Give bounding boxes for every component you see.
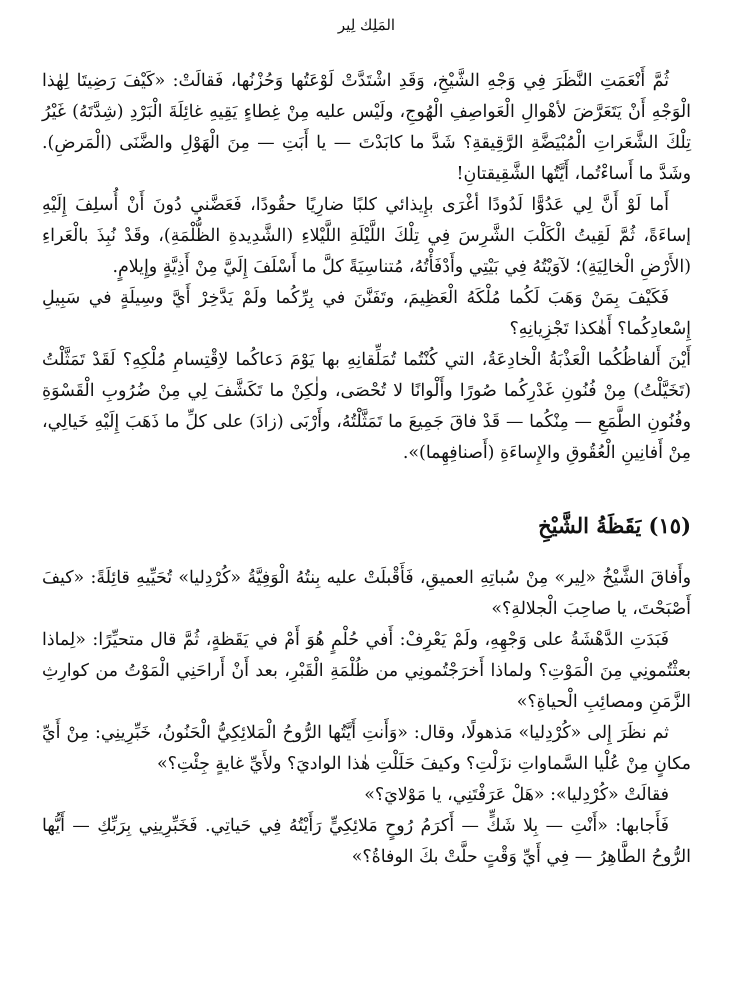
section-heading: (١٥) يَقَظَةُ الشَّيْخِ bbox=[538, 513, 691, 538]
paragraph: فَبَدَتِ الدَّهْشَةُ على وَجْهِهِ، ولَمْ يَعْرِفْ: أَفي حُلْمٍ هُوَ أَمْ في يَقَظةٍ، ثُمَّ قال متحيِّرًا: «لِماذا بعثْتُمونِي مِنَ الْمَوْتِ؟ ولماذا أَخرَجْتُمونِي من ظُلْمَةِ الْقَبْرِ، بعد أَنْ أَراحَنِي الْمَوْتُ من كوارِثِ الزَّمَنِ ومصائِبِ الْحياةِ؟» bbox=[42, 630, 691, 712]
running-header: المَلِك لِير bbox=[337, 16, 396, 34]
paragraph: فَأَجابها: «أَنْتِ — بِلا شَكٍّ — أَكرَمُ رُوحٍ مَلائِكِيٍّ رَأَيْتُهُ فِي حَياتِي. فَخَبِّرِينِي بِرَبِّكِ — أَيُّها الرُّوحُ الطَّاهِرُ — فِي أَيِّ وَقْتٍ حلَّتْ بكَ الوفاةُ؟» bbox=[42, 816, 691, 867]
paragraph: ثُمَّ أَنْعَمَتِ النَّظَرَ فِي وَجْهِ الشَّيْخِ، وَقَدِ اشْتَدَّتْ لَوْعَتُها وَحُزْنُها، فَقالَتْ: «كَيْفَ رَضِيتَا لِهٰذا الْوَجْهِ أَنْ يَتَعَرَّضَ لأهْوالِ الْعَواصِفِ الْهُوجِ، ولَيْس عليه مِنْ غِطاءٍ يَقِيهِ غائِلَةَ الْبَرْدِ (شِدَّتَهُ) غَيْرُ تِلْكَ الشَّعَراتِ الْمُبْيَضَّةِ الرَّقِيقةِ؟ شَدَّ ما كابَدْتَ — يا أَبَتِ — مِنَ الْهَوْلِ والضَّنَى (الْمَرضِ). وشَدَّ ما أَساءْتُما، أَيَّتُها الشَّقِيقتانِ! bbox=[42, 71, 691, 184]
paragraph: ثم نظَرَ إِلى «كُرْدِليا» مَذهولًا، وقال: «وَأَنتِ أَيَّتُها الرُّوحُ الْمَلائِكِيُّ الْحَنُونُ، خَبِّرِينِي: مِنْ أَيِّ مكانٍ مِنْ عُلْيا السَّماواتِ نزَلْتِ؟ وكيفَ حَلَلْتِ هٰذا الواديَ؟ ولأَيِّ غايةٍ جِئْتِ؟» bbox=[42, 723, 691, 774]
paragraph: أَما لَوْ أَنَّ لِي عَدُوًّا لَدُودًا أغْرَى بإِيذائي كلبًا ضارِيًا حقُودًا، فَعَضَّني دُونَ أَنْ أُسلِفَ إِلَيْهِ إساءَةً، ثُمَّ لَقِيتُ الْكَلْبَ الشَّرِسَ فِي تِلْكَ اللَّيْلَةِ اللَّيْلاءِ (الشَّدِيدةِ الظُّلْمَةِ)، وقَدْ نُبِذَ بالْعَراءِ (الأَرْضِ الْخالِيَةِ)؛ لآوَيْتُهُ فِي بَيْتِي وأَدْفَأْتُهُ، مُتناسِيَةً كلَّ ما أَسْلَفَ إِلَيَّ مِنْ أَذِيَّةٍ وإِيلامٍ. bbox=[42, 195, 691, 277]
paragraph: فقالَتْ «كُرْدِليا»: «هَلْ عَرَفْتَنِي، يا مَوْلايَ؟» bbox=[364, 785, 669, 805]
paragraph: فَكَيْفَ بِمَنْ وَهَبَ لَكُما مُلْكَهُ الْعَظِيمَ، وتَفَنَّنَ في بِرِّكُما ولَمْ يَدَّخِرْ أَيَّ وسِيلَةٍ في سَبِيلِ إِسْعادِكُما؟ أَهٰكذا تَجْزِيانِهِ؟ bbox=[42, 288, 691, 339]
paragraph: أَيْنَ أَلفاظُكُما الْعَذْبَةُ الْخادِعَةُ، التي كُنْتُما تُمَلِّقانِهِ بها يَوْمَ دَعاكُما لاِقْتِسامِ مُلْكِهِ؟ لَقَدْ تَمَثَّلْتُ (تَخَيَّلْتُ) مِنْ فُنُونِ غَدْرِكُما صُورًا وأَلْوانًا لا تُحْصَى، ولٰكِنْ ما تَكَشَّفَ لِي مِنْ ضُرُوبِ الْقَسْوَةِ وفُنُونِ الطَّمَعِ — مِنْكُما — قَدْ فاقَ جَمِيعَ ما تَمَثَّلْتُهُ، وأَرْبَى (زادَ) على كلِّ ما ذَهَبَ إِلَيْهِ خَيالِي، مِنْ أَفانِينِ الْعُقُوقِ والإِساءَةِ (أَصنافِهِما)». bbox=[42, 350, 691, 463]
paragraph: وأَفاقَ الشَّيْخُ «لِير» مِنْ سُباتِهِ العميقِ، فَأَقْبلَتْ عليه بِنتُهُ الْوَفِيَّةُ «كُرْدِليا» تُحَيِّيهِ قائِلَةً: «كيفَ أَصْبَحْتَ، يا صاحِبَ الْجلالةِ؟» bbox=[42, 568, 691, 619]
